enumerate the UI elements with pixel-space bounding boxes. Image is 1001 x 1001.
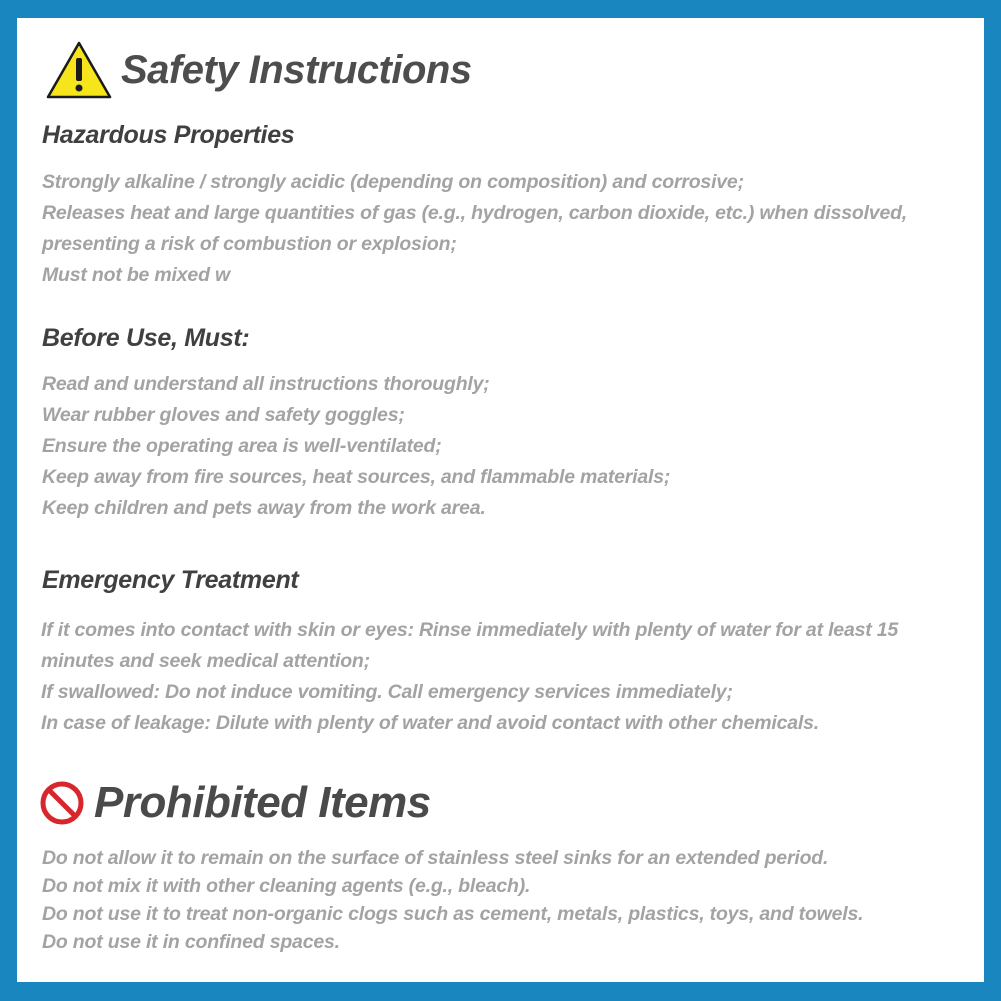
page-title-text: Safety Instructions (121, 47, 472, 92)
emergency-list (41, 615, 971, 739)
list-item: Ensure the operating area is well-ventilated; (42, 435, 442, 457)
list-item: Must not be mixed w (42, 264, 230, 286)
prohibited-heading-text: Prohibited Items (94, 778, 431, 827)
list-item: Keep children and pets away from the work area. (42, 497, 486, 519)
no-entry-icon (39, 780, 85, 826)
warning-triangle-icon (45, 40, 113, 100)
hazardous-heading: Hazardous Properties (42, 121, 295, 149)
page-title (45, 40, 472, 100)
list-item: Do not mix it with other cleaning agents (e.g., bleach). (42, 875, 531, 897)
list-item: presenting a risk of combustion or explosion; (42, 233, 457, 255)
prohibited-list (42, 844, 972, 956)
list-item: Releases heat and large quantities of gas (e.g., hydrogen, carbon dioxide, etc.) when dissolved, (42, 202, 908, 224)
list-item: Do not use it in confined spaces. (42, 931, 340, 953)
list-item: Do not use it to treat non-organic clogs such as cement, metals, plastics, toys, and towels. (42, 903, 864, 925)
hazardous-list (42, 167, 972, 291)
list-item: Read and understand all instructions thoroughly; (42, 373, 490, 395)
list-item: Strongly alkaline / strongly acidic (depending on composition) and corrosive; (42, 171, 744, 193)
list-item: Keep away from fire sources, heat sources, and flammable materials; (42, 466, 671, 488)
prohibited-heading (39, 778, 431, 828)
list-item: Do not allow it to remain on the surface of stainless steel sinks for an extended period. (42, 847, 829, 869)
list-item: minutes and seek medical attention; (41, 650, 370, 672)
list-item: Wear rubber gloves and safety goggles; (42, 404, 405, 426)
list-item: If swallowed: Do not induce vomiting. Call emergency services immediately; (41, 681, 733, 703)
before-use-list (42, 369, 972, 524)
list-item: In case of leakage: Dilute with plenty of water and avoid contact with other chemicals. (41, 712, 819, 734)
before-use-heading: Before Use, Must: (42, 324, 250, 352)
safety-sheet (17, 18, 984, 982)
list-item: If it comes into contact with skin or eyes: Rinse immediately with plenty of water for at least 15 (41, 619, 899, 641)
emergency-heading: Emergency Treatment (42, 566, 299, 594)
